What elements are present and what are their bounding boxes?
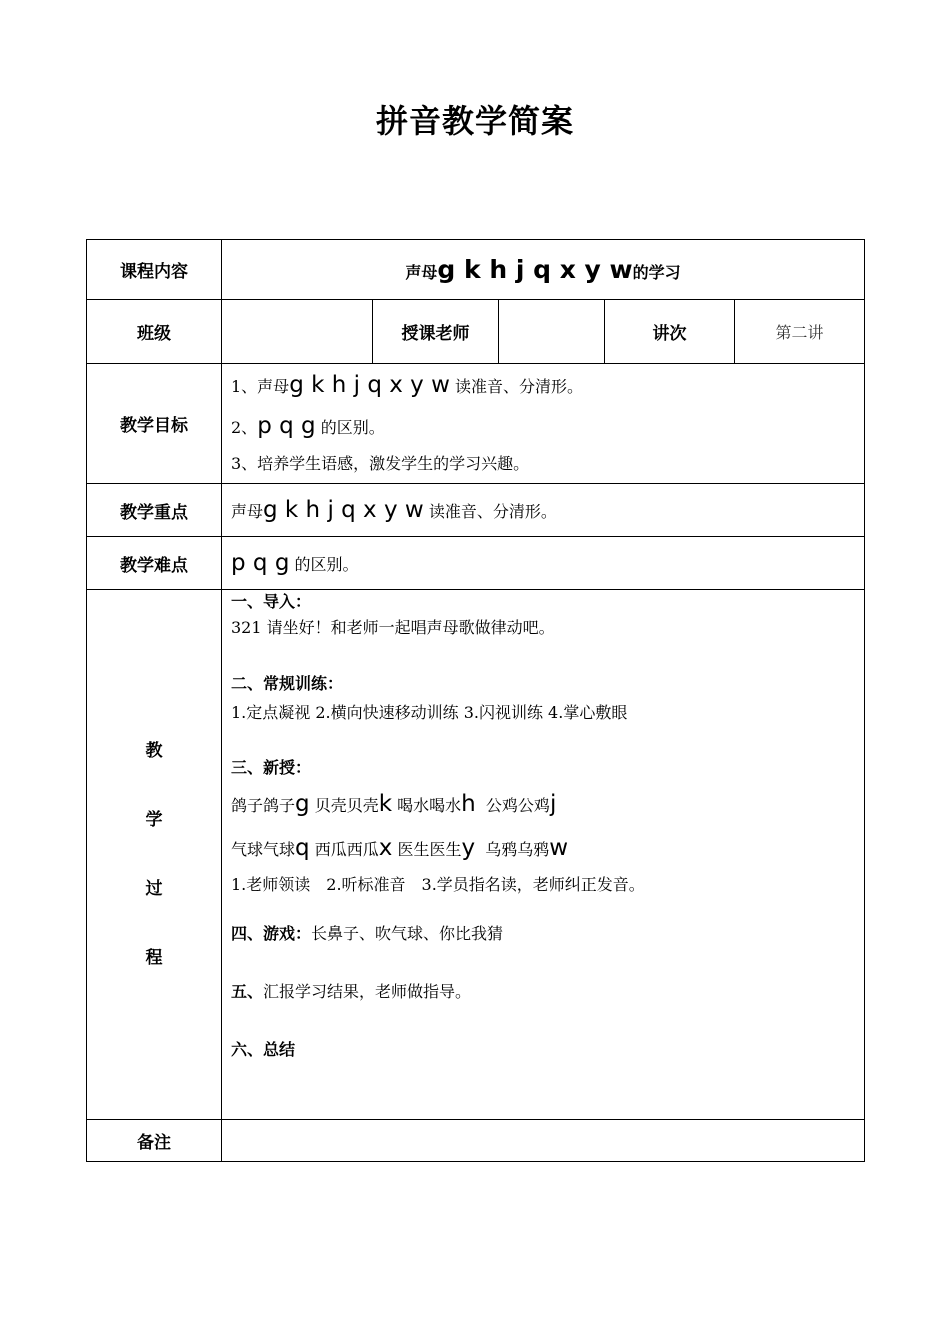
- session-value: 第二讲: [735, 300, 865, 364]
- page-title: 拼音教学简案: [375, 102, 574, 140]
- class-row: [87, 300, 865, 364]
- notes-label: 备注: [87, 1120, 222, 1162]
- new-row-2: 气球气球q 西瓜西瓜x 医生医生y 乌鸦乌鸦w: [231, 835, 569, 861]
- section-training-text: 1.定点凝视 2.横向快速移动训练 3.闪视训练 4.掌心敷眼: [231, 703, 628, 722]
- course-value: [222, 240, 865, 300]
- goal-item-2: 2、p q g 的区别。: [231, 413, 385, 439]
- new-row-1: 鸽子鸽子g 贝壳贝壳k 喝水喝水h 公鸡公鸡j: [231, 791, 557, 817]
- process-label: 教 学 过 程: [87, 590, 222, 1120]
- lesson-plan-table: [86, 239, 865, 1162]
- course-row: [87, 240, 865, 300]
- teacher-label: 授课老师: [373, 300, 499, 364]
- focus-row: [87, 484, 865, 537]
- focus-value: 声母g k h j q x y w 读准音、分清形。: [222, 484, 865, 537]
- section-new-title: 三、新授：: [231, 758, 312, 777]
- goals-row: [87, 364, 865, 484]
- course-prefix: 声母: [405, 263, 438, 282]
- process-row: [87, 590, 865, 1120]
- course-suffix: 的学习: [632, 263, 681, 282]
- focus-label: 教学重点: [87, 484, 222, 537]
- section-report: 五、汇报学习结果，老师做指导。: [231, 982, 472, 1001]
- section-intro-title: 一、导入：: [231, 592, 312, 611]
- section-intro-text: 321 请坐好！和老师一起唱声母歌做律动吧。: [231, 618, 555, 637]
- section-training-title: 二、常规训练：: [231, 674, 344, 693]
- goal-item-1: 1、声母g k h j q x y w 读准音、分清形。: [231, 372, 583, 398]
- goals-label: 教学目标: [87, 364, 222, 484]
- section-game: 四、游戏：长鼻子、吹气球、你比我猜: [231, 924, 504, 943]
- course-letters: g k h j q x y w: [437, 255, 633, 284]
- course-label: 课程内容: [87, 240, 222, 300]
- teacher-value: [499, 300, 605, 364]
- goals-value: [222, 364, 865, 484]
- notes-row: [87, 1120, 865, 1162]
- session-label: 讲次: [605, 300, 735, 364]
- difficulty-row: [87, 537, 865, 590]
- section-new-steps: 1.老师领读 2.听标准音 3.学员指名读，老师纠正发音。: [231, 875, 645, 894]
- class-label: 班级: [87, 300, 222, 364]
- goal-item-3: 3、培养学生语感，激发学生的学习兴趣。: [231, 454, 530, 473]
- section-summary: 六、总结: [231, 1040, 296, 1059]
- class-value: [222, 300, 373, 364]
- process-content: [222, 590, 865, 1120]
- notes-value: [222, 1120, 865, 1162]
- difficulty-label: 教学难点: [87, 537, 222, 590]
- difficulty-value: p q g 的区别。: [222, 537, 865, 590]
